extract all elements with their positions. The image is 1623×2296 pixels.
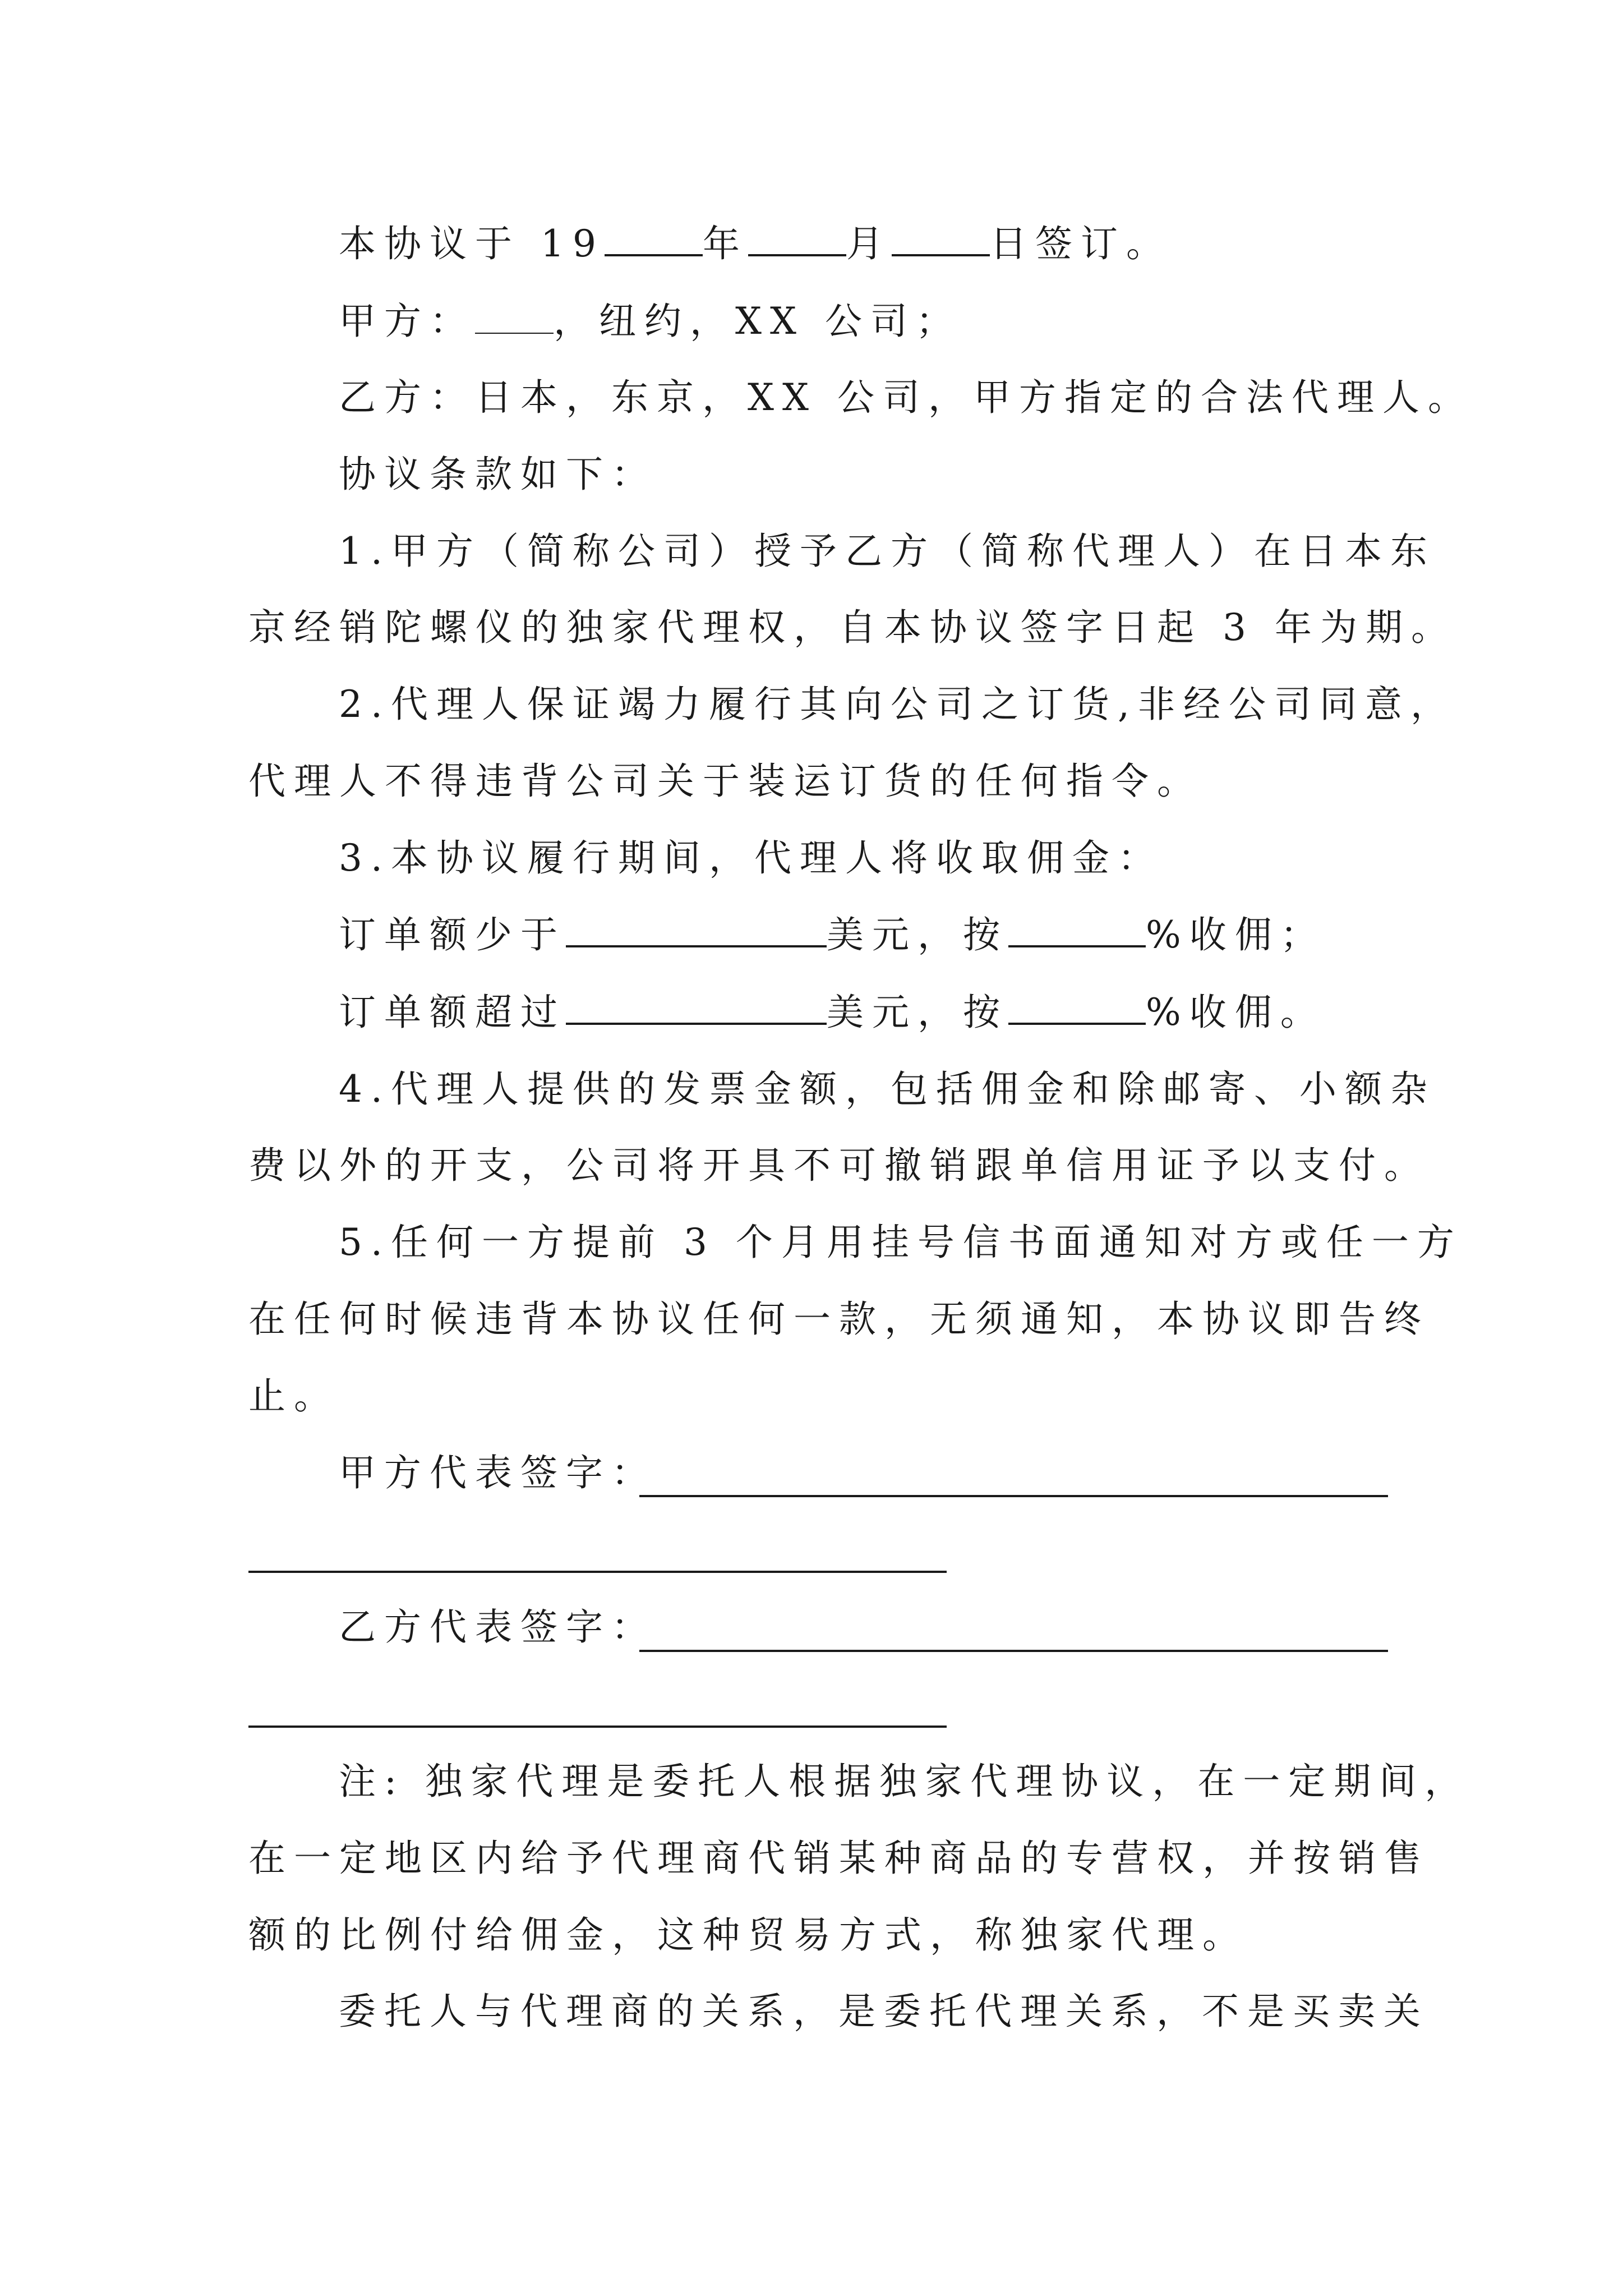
commission-high-text-2: 美元，按 <box>827 991 1008 1034</box>
note-line-1: 注: 独家代理是委托人根据独家代理协议，在一定期间， <box>339 1760 1470 1803</box>
date-suffix: 日签订。 <box>989 222 1172 265</box>
commission-low-amount-blank[interactable] <box>566 910 827 947</box>
date-prefix: 本协议于 19 <box>339 222 605 265</box>
commission-high-rate-blank[interactable] <box>1008 988 1146 1025</box>
commission-high-text-1: 订单额超过 <box>339 991 566 1034</box>
clause-5-line-3: 止。 <box>248 1374 339 1418</box>
clause-1-line-1: 1.甲方（简称公司）授予乙方（简称代理人）在日本东 <box>339 530 1436 573</box>
commission-low-rate-blank[interactable] <box>1008 910 1146 947</box>
relation-line: 委托人与代理商的关系，是委托代理关系，不是买卖关 <box>339 1990 1429 2033</box>
commission-low-text-1: 订单额少于 <box>339 913 566 956</box>
party-b-line: 乙方：日本，东京，XX 公司，甲方指定的合法代理人。 <box>339 376 1473 419</box>
year-blank[interactable] <box>605 219 703 256</box>
clause-1-line-2: 京经销陀螺仪的独家代理权，自本协议签字日起 3 年为期。 <box>248 606 1456 649</box>
commission-high-amount-blank[interactable] <box>566 988 827 1025</box>
clause-2-line-1: 2.代理人保证竭力履行其向公司之订货,非经公司同意， <box>339 683 1456 726</box>
day-blank[interactable] <box>892 219 990 256</box>
sign-b-line-continued[interactable] <box>248 1726 947 1728</box>
sign-b-label: 乙方代表签字： <box>339 1605 657 1649</box>
sign-a-label: 甲方代表签字： <box>339 1451 657 1494</box>
party-a-line <box>339 291 1387 352</box>
sign-a-line-continued[interactable] <box>248 1571 947 1573</box>
clause-5-line-2: 在任何时候违背本协议任何一款，无须通知，本协议即告终 <box>248 1297 1430 1341</box>
party-a-blank[interactable] <box>475 298 554 334</box>
commission-high-text-3: %收佣。 <box>1146 991 1326 1034</box>
clause-4-line-1: 4.代理人提供的发票金额，包括佣金和除邮寄、小额杂 <box>339 1068 1436 1111</box>
sign-b-line[interactable] <box>639 1650 1388 1652</box>
clause-2-line-2: 代理人不得违背公司关于装运订货的任何指令。 <box>248 760 1202 803</box>
commission-low-text-3: %收佣； <box>1146 913 1326 956</box>
party-a-rest: ，纽约，XX 公司； <box>554 300 961 343</box>
clause-5-line-1: 5.任何一方提前 3 个月用挂号信书面通知对方或任一方 <box>339 1221 1463 1264</box>
commission-low-text-2: 美元，按 <box>827 913 1008 956</box>
commission-low-line <box>339 904 1387 966</box>
clause-3: 3.本协议履行期间，代理人将收取佣金： <box>339 836 1163 880</box>
commission-high-line <box>339 982 1387 1043</box>
month-label: 月 <box>846 222 892 265</box>
sign-a-line[interactable] <box>639 1495 1388 1497</box>
terms-intro: 协议条款如下： <box>339 453 657 496</box>
note-line-2: 在一定地区内给予代理商代销某种商品的专营权，并按销售 <box>248 1837 1430 1880</box>
clause-4-line-2: 费以外的开支，公司将开具不可撤销跟单信用证予以支付。 <box>248 1144 1430 1187</box>
date-line <box>339 213 1387 275</box>
note-line-3: 额的比例付给佣金，这种贸易方式，称独家代理。 <box>248 1913 1248 1957</box>
party-a-label: 甲方： <box>339 300 475 343</box>
year-label: 年 <box>702 222 748 265</box>
month-blank[interactable] <box>748 219 846 256</box>
